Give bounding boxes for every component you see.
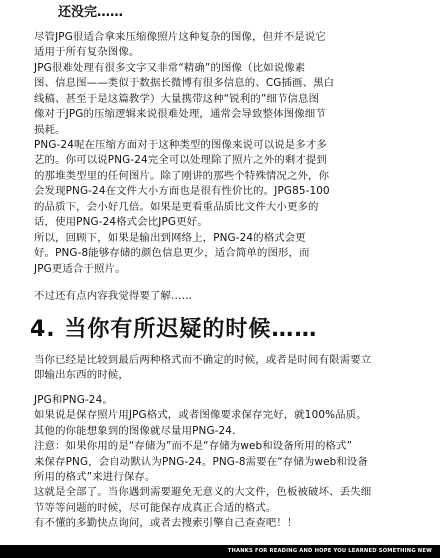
paragraph-more-content [34,289,192,304]
text-line: 如果说是保存照片用JPG格式，或者图像要求保存完好，就100%品质。 [34,409,367,422]
text-line: 注意：如果你用的是“存储为”而不是“存储为web和设备所用的格式” [34,440,353,453]
text-line: 的品质下，会小好几倍。如果是更看重品质比文件大小更多的 [34,200,319,213]
text-line: 像对于JPG的压缩逻辑来说很难处理，通常会导致整体图像细节 [34,108,326,121]
paragraph-png24 [34,138,330,230]
text-line: 有不懂的多勤快点询问，或者去搜索引擎自己查查吧！！ [34,517,298,530]
text-line: JPG和PNG-24。 [34,394,113,406]
text-line: JPG更适合于照片。 [34,262,126,275]
text-line: JPG很难处理有很多文字又非常“精确”的图像（比如说像素 [34,62,306,74]
text-line: 话，使用PNG-24格式会比JPG更好。 [34,216,208,229]
text-line: 所以，回顾下，如果是输出到网络上，PNG-24的格式会更 [34,232,306,244]
text-line: 会发现PNG-24在文件大小方面也是很有性价比的。JPG85-100 [34,185,330,198]
text-line: 尽管JPG很适合拿来压缩像照片这种复杂的图像，但并不是说它 [34,31,326,43]
text-line: 其他的你能想象到的图像就尽量用PNG-24. [34,424,236,437]
paragraph-conclusion [34,393,371,532]
paragraph-jpg-detail [34,61,334,138]
section-title: 4. 当你有所迟疑的时候…… [30,317,318,342]
text-line: 当你已经是比较到最后两种格式而不确定的时候，或者是时间有限需要立 [34,354,372,366]
text-line: 不过还有点内容我觉得要了解…… [34,290,193,302]
text-line: 来保存PNG，会自动默认为PNG-24。PNG-8需要在“存储为web和设备 [34,455,368,468]
paragraph-jpg-limits [34,30,326,61]
text-line: 即输出东西的时候， [34,369,129,382]
text-line: 损耗。 [34,123,66,136]
text-line: 适用于所有复杂图像。 [34,46,140,59]
footer-banner: THANKS FOR READING AND HOPE YOU LEARNED SOMETHING NEW [0,545,440,558]
text-line: 这就是全部了。当你遇到需要避免无意义的大文件，色板被破坏、丢失细 [34,486,372,499]
text-line: 所用的格式”来进行保存。 [34,471,156,484]
text-line: 节等等问题的时候，尽可能保存成真正合适的格式。 [34,501,277,514]
intro-heading: 还没完…… [58,5,124,20]
text-line: 线稿、甚至于是这篇教学）大量携带这种“锐利的”细节信息图 [34,92,320,105]
paragraph-when-unsure [34,353,371,384]
text-line: 图、信息图——类似于数据长微博有很多信息的、CG插画、黑白 [34,77,335,90]
text-line: 的那堆类型里的任何图片。除了刚讲的那些个特殊情况之外，你 [34,169,330,182]
text-line: 好。PNG-8能够存储的颜色信息更少，适合简单的图形，而 [34,247,310,260]
paragraph-recap [34,231,310,277]
text-line: PNG-24呢在压缩方面对于这种类型的图像来说可以说是多才多 [34,139,327,151]
text-line: 艺的。你可以说PNG-24完全可以处理除了照片之外的剩才提到 [34,154,327,167]
